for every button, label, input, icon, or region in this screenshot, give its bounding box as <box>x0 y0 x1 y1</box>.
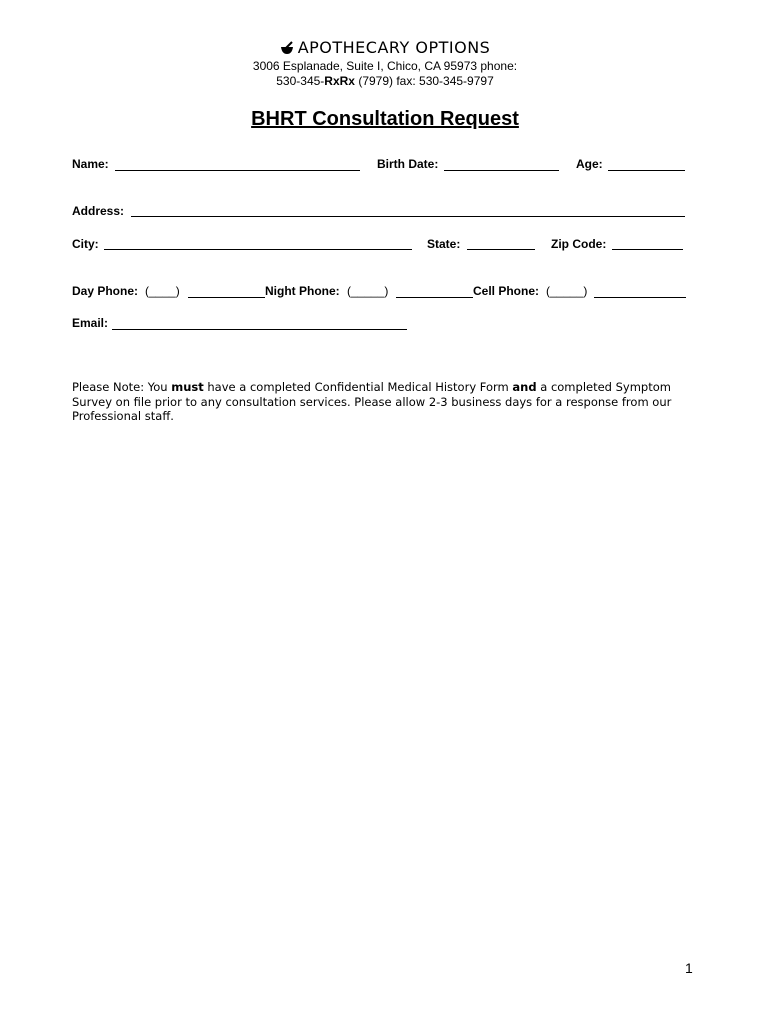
name-label: Name: <box>72 157 109 171</box>
form-title: BHRT Consultation Request <box>251 108 519 130</box>
state-label: State: <box>427 237 461 251</box>
night-phone-field[interactable] <box>396 297 473 298</box>
age-field[interactable] <box>608 170 685 171</box>
birth-date-label: Birth Date: <box>377 157 439 171</box>
email-label: Email: <box>72 316 109 330</box>
zip-field[interactable] <box>612 249 683 250</box>
address-label: Address: <box>72 204 125 218</box>
state-field[interactable] <box>467 249 535 250</box>
address-field[interactable] <box>131 216 685 217</box>
brand-name: APOTHECARY OPTIONS <box>297 38 491 57</box>
night-phone-area-code[interactable]: (_____) <box>347 284 389 298</box>
day-phone-area-code[interactable]: (____) <box>145 284 180 298</box>
consultation-note: Please Note: You must have a completed Confidential Medical History Form and a completed Symptom Survey on file prior to any consultation services. Please allow 2-3 business days for a response from our Professional staff. <box>72 380 672 423</box>
zip-label: Zip Code: <box>551 237 607 251</box>
cell-phone-area-code[interactable]: (_____) <box>546 284 588 298</box>
age-label: Age: <box>576 157 603 171</box>
cell-phone-field[interactable] <box>594 297 686 298</box>
phone-fax-line: 530-345-RxRx (7979) fax: 530-345-9797 <box>276 74 494 88</box>
cell-phone-label: Cell Phone: <box>473 284 540 298</box>
city-label: City: <box>72 237 99 251</box>
page-number: 1 <box>685 960 693 976</box>
mortar-pestle-icon <box>280 40 294 59</box>
city-field[interactable] <box>104 249 412 250</box>
night-phone-label: Night Phone: <box>265 284 340 298</box>
birth-date-field[interactable] <box>444 170 559 171</box>
email-field[interactable] <box>112 329 407 330</box>
address-line: 3006 Esplanade, Suite I, Chico, CA 95973 phone: <box>252 59 518 73</box>
day-phone-field[interactable] <box>188 297 265 298</box>
day-phone-label: Day Phone: <box>72 284 139 298</box>
brand-logo <box>0 38 770 59</box>
name-field[interactable] <box>115 170 360 171</box>
